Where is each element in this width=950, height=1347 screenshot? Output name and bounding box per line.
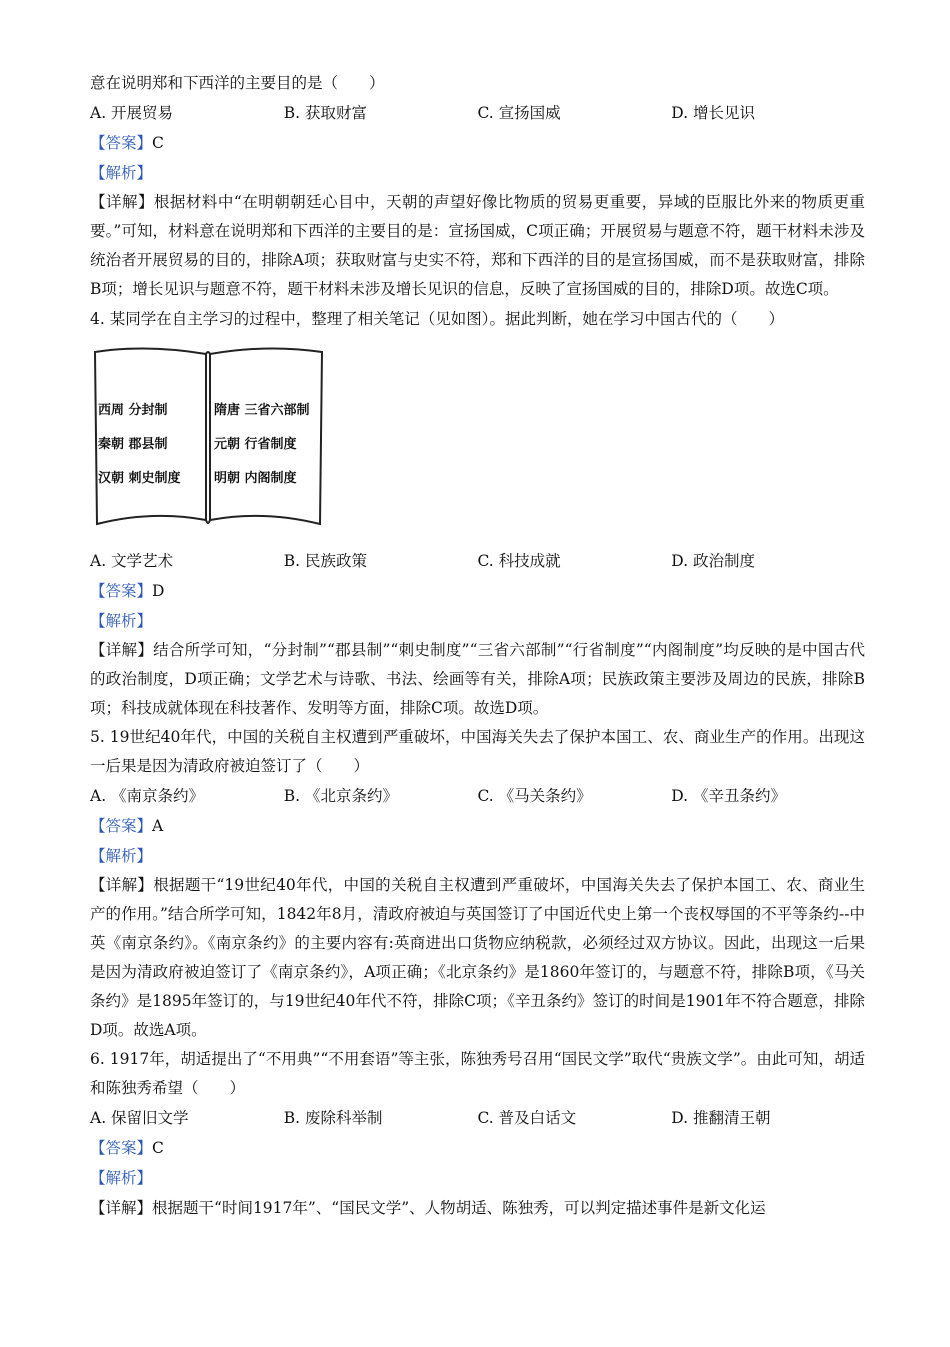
q6-option-b: B. 废除科举制 — [283, 1109, 383, 1127]
q6-option-d: D. 推翻清王朝 — [671, 1109, 771, 1127]
detail-text: 结合所学可知，“分封制”“郡县制”“刺史制度”“三省六部制”“行省制度”“内阁制度”均反映的是中国古代的政治制度，D项正确；文学艺术与诗歌、书法、绘画等有关，排除A项；民族政策主要涉及周边的民族，排除B项；科技成就体现在科技著作、发明等方面，排除C项。故选D项。 — [90, 641, 865, 717]
notebook-image — [92, 342, 324, 532]
q5-options — [90, 781, 865, 811]
q5-analysis-tag: 【解析】 — [90, 847, 153, 865]
answer-tag: 【答案】 — [90, 134, 153, 152]
q5-answer — [90, 811, 865, 841]
q3-option-c: C. 宣扬国威 — [477, 104, 561, 122]
answer-value: D — [152, 582, 165, 600]
q4-answer — [90, 576, 865, 606]
answer-value: C — [152, 1139, 164, 1157]
q6-stem: 6. 1917年，胡适提出了“不用典”“不用套语”等主张，陈独秀号召用“国民文学”取代“贵族文学”。由此可知，胡适和陈独秀希望（ ） — [90, 1050, 865, 1097]
q5-option-c: C. 《马关条约》 — [477, 787, 592, 805]
q4-stem: 4. 某同学在自主学习的过程中，整理了相关笔记（见如图）。据此判断，她在学习中国古代的（ ） — [90, 310, 784, 328]
note-right-3: 明朝 内阁制度 — [214, 471, 297, 486]
answer-tag: 【答案】 — [90, 1139, 153, 1157]
note-left-1: 西周 分封制 — [98, 403, 168, 418]
answer-tag: 【答案】 — [90, 582, 153, 600]
q3-option-a: A. 开展贸易 — [90, 104, 174, 122]
detail-text: 根据题干“时间1917年”、“国民文学”、人物胡适、陈独秀，可以判定描述事件是新文化运 — [152, 1199, 766, 1217]
q5-option-b: B. 《北京条约》 — [283, 787, 398, 805]
detail-tag: 【详解】 — [90, 641, 154, 659]
note-left-3: 汉朝 刺史制度 — [98, 471, 181, 486]
q3-option-b: B. 获取财富 — [283, 104, 367, 122]
q5-detail — [90, 871, 865, 1045]
answer-value: A — [152, 817, 164, 835]
detail-tag: 【详解】 — [90, 876, 154, 894]
q6-detail — [90, 1193, 865, 1223]
detail-tag: 【详解】 — [90, 193, 154, 211]
q5-option-a: A. 《南京条约》 — [90, 787, 205, 805]
answer-value: C — [152, 134, 164, 152]
note-right-1: 隋唐 三省六部制 — [214, 403, 310, 418]
q6-analysis-tag: 【解析】 — [90, 1169, 153, 1187]
q4-option-c: C. 科技成就 — [477, 552, 561, 570]
q6-option-c: C. 普及白话文 — [477, 1109, 577, 1127]
document-page — [90, 68, 865, 1223]
q4-options — [90, 546, 865, 576]
q6-answer — [90, 1133, 865, 1163]
detail-text: 根据材料中“在明朝朝廷心目中，天朝的声望好像比物质的贸易更重要，异域的臣服比外来的物质更重要。”可知，材料意在说明郑和下西洋的主要目的是：宣扬国威，C项正确；开展贸易与题意不符，题干材料未涉及统治者开展贸易的目的，排除A项；获取财富与史实不符，郑和下西洋的目的是宣扬国威，而不是获取财富，排除B项；增长见识与题意不符，题干材料未涉及增长见识的信息，反映了宣扬国威的目的，排除D项。故选C项。 — [90, 193, 865, 298]
q4-option-b: B. 民族政策 — [283, 552, 367, 570]
detail-tag: 【详解】 — [90, 1199, 153, 1217]
q6-options — [90, 1103, 865, 1133]
q4-analysis-tag: 【解析】 — [90, 612, 153, 630]
q4-option-d: D. 政治制度 — [671, 552, 755, 570]
q3-detail — [90, 188, 865, 304]
detail-text: 根据题干“19世纪40年代，中国的关税自主权遭到严重破坏，中国海关失去了保护本国工、农、商业生产的作用。”结合所学可知，1842年8月，清政府被迫与英国签订了中国近代史上第一个丧权辱国的不平等条约--中英《南京条约》。《南京条约》的主要内容有:英商进出口货物应纳税款，必须经过双方协议。因此，出现这一后果是因为清政府被迫签订了《南京条约》，A项正确；《北京条约》是1860年签订的，与题意不符，排除B项，《马关条约》是1895年签订的，与19世纪40年代不符，排除C项；《辛丑条约》签订的时间是1901年不符合题意，排除D项。故选A项。 — [90, 876, 865, 1039]
answer-tag: 【答案】 — [90, 817, 153, 835]
note-right-2: 元朝 行省制度 — [214, 437, 297, 452]
q6-option-a: A. 保留旧文学 — [90, 1109, 189, 1127]
q3-options — [90, 98, 865, 128]
note-left-2: 秦朝 郡县制 — [98, 437, 168, 452]
q5-stem: 5. 19世纪40年代，中国的关税自主权遭到严重破坏，中国海关失去了保护本国工、农、商业生产的作用。出现这一后果是因为清政府被迫签订了（ ） — [90, 728, 865, 775]
q4-option-a: A. 文学艺术 — [90, 552, 174, 570]
q5-option-d: D. 《辛丑条约》 — [671, 787, 786, 805]
q3-stem-tail: 意在说明郑和下西洋的主要目的是（ ） — [90, 74, 385, 92]
q3-analysis-tag: 【解析】 — [90, 164, 153, 182]
q3-option-d: D. 增长见识 — [671, 104, 755, 122]
q4-detail — [90, 636, 865, 723]
q3-answer — [90, 128, 865, 158]
